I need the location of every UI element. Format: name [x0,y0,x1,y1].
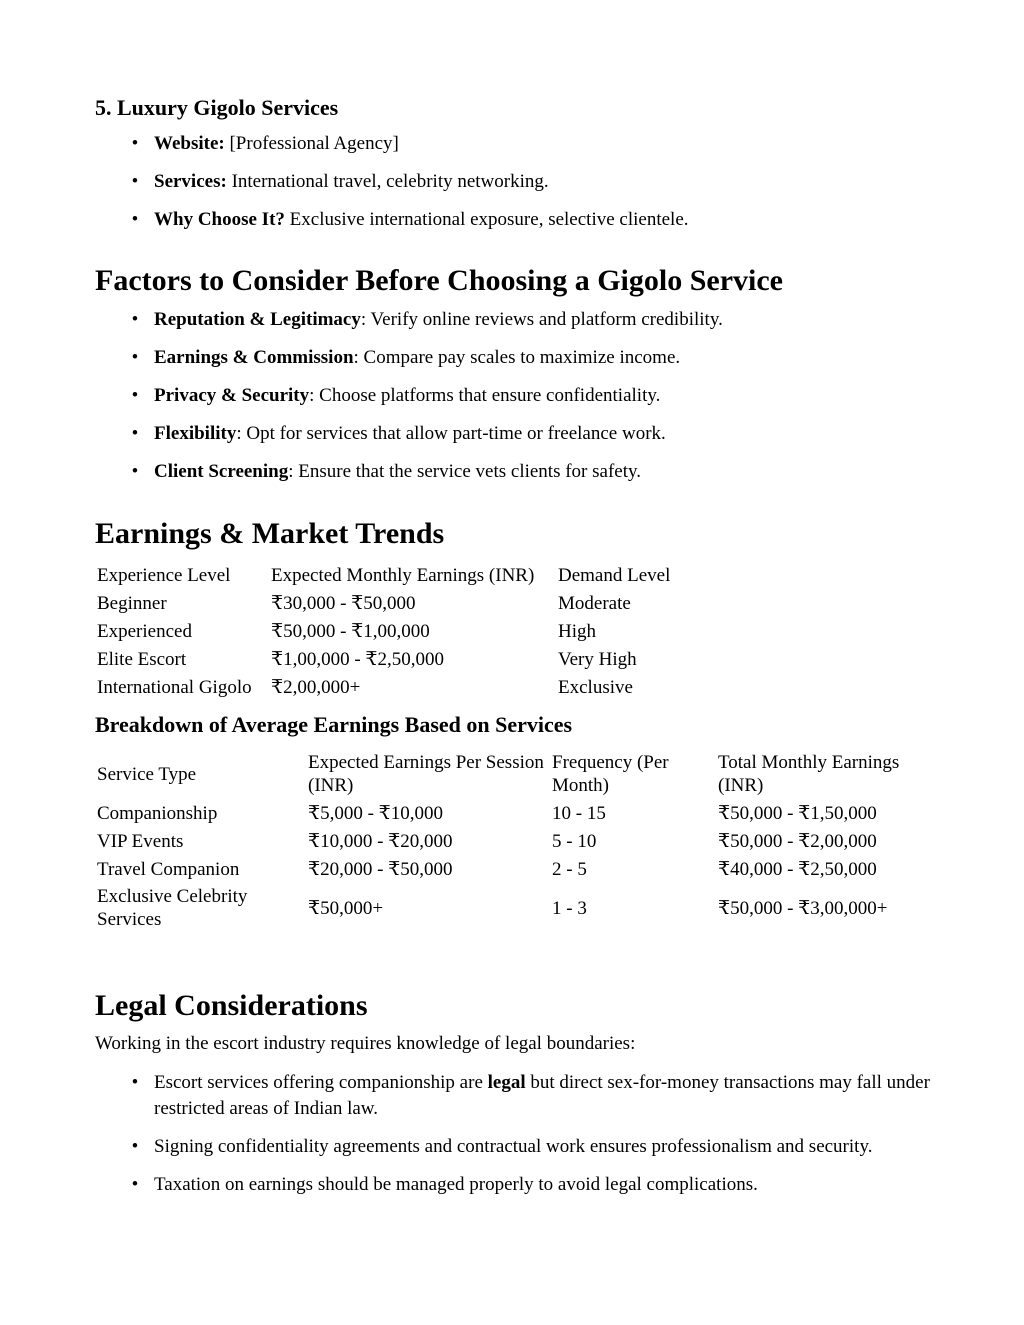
table-header-row [95,561,700,589]
bullet-icon: • [131,385,139,406]
bullet-icon: • [131,1174,139,1195]
table-cell: Exclusive [558,676,633,698]
table-header-cell: Experience Level [97,564,231,586]
item-text: [Professional Agency] [224,133,399,154]
table-header-cell: Expected Monthly Earnings (INR) [271,564,535,586]
table-cell: ₹50,000 - ₹3,00,000+ [718,897,888,919]
table-row [95,589,700,617]
item-text: International travel, celebrity networking. [226,171,549,192]
table-cell: 2 - 5 [552,858,587,880]
list-item [0,1172,944,1198]
list-item [0,383,944,409]
section-heading-factors: Factors to Consider Before Choosing a Gigolo Service [95,264,783,297]
item-text: : Verify online reviews and platform credibility. [360,309,723,330]
item-label: Reputation & Legitimacy [154,309,361,330]
table-cell: High [558,620,596,642]
bullet-icon: • [131,209,139,230]
item-label: Client Screening [154,461,289,482]
item-label: Earnings & Commission [154,347,354,368]
table-header-cell: Service Type [97,763,197,785]
bullet-icon: • [131,1072,139,1093]
item-label: Website: [154,133,225,154]
table-cell: ₹20,000 - ₹50,000 [308,858,453,880]
item-bold-word: legal [487,1072,526,1093]
list-item [0,345,944,371]
table-row [95,855,935,883]
list-item [0,421,944,447]
table-cell: Beginner [97,592,167,614]
table-cell: Experienced [97,620,192,642]
table-cell: Exclusive Celebrity Services [97,886,248,930]
table-cell: VIP Events [97,830,184,852]
item-text: : Opt for services that allow part-time or freelance work. [236,423,666,444]
table-cell: ₹10,000 - ₹20,000 [308,830,453,852]
table-header-cell: Total Monthly Earnings (INR) [718,752,900,796]
table-row [95,827,935,855]
table-row [95,799,935,827]
bullet-icon: • [131,461,139,482]
table-cell: ₹50,000 - ₹2,00,000 [718,830,877,852]
bullet-icon: • [131,1136,139,1157]
bullet-icon: • [131,171,139,192]
item-text: but direct sex-for-money transactions may fall under restricted areas of Indian law. [154,1072,930,1119]
item-text: : Ensure that the service vets clients for safety. [288,461,642,482]
table-row [95,883,935,933]
item-text: Signing confidentiality agreements and contractual work ensures professionalism and security. [154,1136,873,1157]
item-text: Escort services offering companionship are [154,1072,488,1093]
breakdown-table [95,749,935,933]
section-heading-luxury-gigolo: 5. Luxury Gigolo Services [95,95,339,120]
list-item [0,1070,944,1122]
table-cell: ₹5,000 - ₹10,000 [308,802,444,824]
factors-list [0,307,944,497]
item-label: Privacy & Security [154,385,310,406]
table-cell: ₹50,000+ [308,897,384,919]
table-cell: ₹40,000 - ₹2,50,000 [718,858,877,880]
table-header-cell: Expected Earnings Per Session (INR) [308,752,544,796]
section-heading-breakdown: Breakdown of Average Earnings Based on Services [95,712,573,737]
table-row [95,617,700,645]
table-cell: Travel Companion [97,858,240,880]
section-heading-earnings: Earnings & Market Trends [95,517,445,550]
section-heading-legal: Legal Considerations [95,989,368,1022]
item-text: : Compare pay scales to maximize income. [353,347,681,368]
item-label: Services: [154,171,227,192]
item-label: Flexibility [154,423,237,444]
luxury-services-list [0,131,944,245]
table-cell: Companionship [97,802,218,824]
table-cell: Moderate [558,592,631,614]
list-item [0,1134,944,1160]
table-cell: 1 - 3 [552,897,587,919]
bullet-icon: • [131,423,139,444]
bullet-icon: • [131,133,139,154]
bullet-icon: • [131,309,139,330]
table-cell: International Gigolo [97,676,252,698]
list-item [0,207,944,233]
item-text: : Choose platforms that ensure confidentiality. [309,385,661,406]
table-header-cell: Frequency (Per Month) [552,752,669,796]
table-row [95,673,700,701]
table-cell: Very High [558,648,637,670]
item-text: Taxation on earnings should be managed properly to avoid legal complications. [154,1174,758,1195]
item-label: Why Choose It? [154,209,285,230]
table-cell: 10 - 15 [552,802,606,824]
earnings-table [95,561,700,701]
table-cell: ₹50,000 - ₹1,50,000 [718,802,877,824]
table-header-row [95,749,935,799]
table-cell: ₹50,000 - ₹1,00,000 [271,620,430,642]
table-cell: ₹2,00,000+ [271,676,361,698]
list-item [0,131,944,157]
table-cell: Elite Escort [97,648,187,670]
table-cell: 5 - 10 [552,830,597,852]
table-row [95,645,700,673]
table-cell: ₹1,00,000 - ₹2,50,000 [271,648,445,670]
legal-list [0,1070,944,1210]
list-item [0,459,944,485]
legal-intro: Working in the escort industry requires knowledge of legal boundaries: [95,1033,636,1054]
bullet-icon: • [131,347,139,368]
table-cell: ₹30,000 - ₹50,000 [271,592,416,614]
table-header-cell: Demand Level [558,564,671,586]
list-item [0,307,944,333]
list-item [0,169,944,195]
item-text: Exclusive international exposure, selective clientele. [284,209,689,230]
